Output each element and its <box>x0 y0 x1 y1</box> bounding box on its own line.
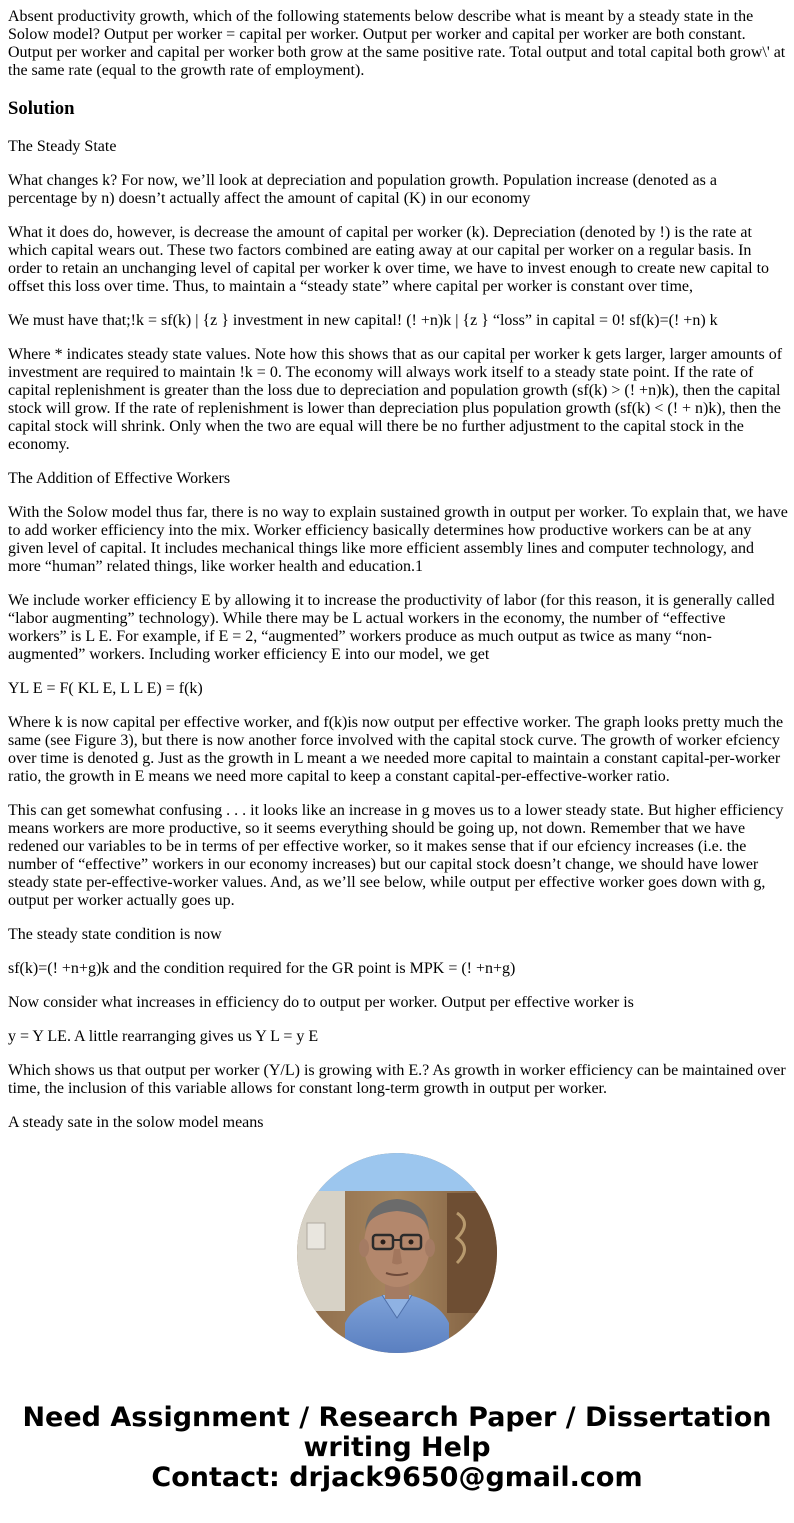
section-title-effective-workers: The Addition of Effective Workers <box>8 470 231 487</box>
portrait-photo <box>297 1153 497 1353</box>
promo-line-2: writing Help <box>303 1432 491 1463</box>
equation-line: YL E = F( KL E, L L E) = f(k) <box>8 680 203 697</box>
paragraph: This can get somewhat confusing . . . it looks like an increase in g moves us to a lower steady state. But higher efficiency means workers are more productive, so it seems everything should be going up, not down. Remember that we have redened our variables to be in terms of per effective worker, so it makes sense that if our efciency increases (i.e. the number of “effective” workers in our economy increases) but our capital stock doesn’t change, we should have lower steady state per-effective-worker values. And, as we’ll see below, while output per effective worker goes down with g, output per worker actually goes up. <box>8 802 784 909</box>
equation-line: y = Y LE. A little rearranging gives us Y L = y E <box>8 1028 319 1045</box>
section-title-steady-state: The Steady State <box>8 138 117 155</box>
equation-line: sf(k)=(! +n+g)k and the condition required for the GR point is MPK = (! +n+g) <box>8 960 516 977</box>
answer-content <box>8 0 788 1131</box>
paragraph: Where k is now capital per effective worker, and f(k)is now output per effective worker. The graph looks pretty much the same (see Figure 3), but there is now another force involved with the capital stock curve. The growth of worker efciency over time is denoted g. Just as the growth in L meant a we needed more capital to maintain a constant capital-per-worker ratio, the growth in E means we need more capital to keep a constant capital-per-effective-worker ratio. <box>8 714 784 785</box>
paragraph: Which shows us that output per worker (Y/L) is growing with E.? As growth in worker efficiency can be maintained over time, the inclusion of this variable allows for constant long-term growth in output per worker. <box>8 1062 786 1097</box>
contact-email: Contact: drjack9650@gmail.com <box>151 1462 643 1493</box>
question-text: Absent productivity growth, which of the following statements below describe what is meant by a steady state in the Solow model? Output per worker = capital per worker. Output per worker and capital per worker are both constant. Output per worker and capital per worker both grow at the same positive rate. Total output and total capital both grow\' at the same rate (equal to the growth rate of employment). <box>8 8 786 79</box>
equation-line: We must have that;!k = sf(k) | {z } investment in new capital! (! +n)k | {z } “loss” in capital = 0! sf(k)=(! +n) k <box>8 312 718 329</box>
cut-off-paragraph: A steady sate in the solow model means <box>8 1114 264 1131</box>
paragraph: We include worker efficiency E by allowing it to increase the productivity of labor (for this reason, it is generally called “labor augmenting” technology). While there may be L actual workers in the economy, the number of “effective workers” is L E. For example, if E = 2, “augmented” workers produce as much output as twice as many “non-augmented” workers. Including worker efficiency E into our model, we get <box>8 592 775 663</box>
paragraph: With the Solow model thus far, there is no way to explain sustained growth in output per worker. To explain that, we have to add worker efficiency into the mix. Worker efficiency basically determines how productive workers can be at any given level of capital. It includes mechanical things like more efficient assembly lines and computer technology, and more “human” related things, like worker health and education.1 <box>8 504 788 575</box>
paragraph: What it does do, however, is decrease the amount of capital per worker (k). Depreciation (denoted by !) is the rate at which capital wears out. These two factors combined are eating away at our capital per worker on a regular basis. In order to retain an unchanging level of capital per worker k over time, we have to invest enough to create new capital to offset this loss over time. Thus, to maintain a “steady state” where capital per worker is constant over time, <box>8 224 770 295</box>
paragraph: The steady state condition is now <box>8 926 222 943</box>
tutor-avatar <box>297 1153 497 1353</box>
solution-heading: Solution <box>8 98 75 119</box>
promo-footer <box>0 1403 794 1493</box>
promo-line-1: Need Assignment / Research Paper / Dissertation <box>22 1402 772 1433</box>
paragraph: Now consider what increases in efficiency do to output per worker. Output per effective worker is <box>8 994 634 1011</box>
paragraph: Where * indicates steady state values. Note how this shows that as our capital per worker k gets larger, larger amounts of investment are required to maintain !k = 0. The economy will always work itself to a steady state point. If the rate of capital replenishment is greater than the loss due to depreciation and population growth (sf(k) > (! +n)k), then the capital stock will grow. If the rate of replenishment is lower than depreciation plus population growth (sf(k) < (! + n)k), then the capital stock will shrink. Only when the two are equal will there be no further adjustment to the capital stock in the economy. <box>8 346 783 453</box>
paragraph: What changes k? For now, we’ll look at depreciation and population growth. Population increase (denoted as a percentage by n) doesn’t actually affect the amount of capital (K) in our economy <box>8 172 717 207</box>
